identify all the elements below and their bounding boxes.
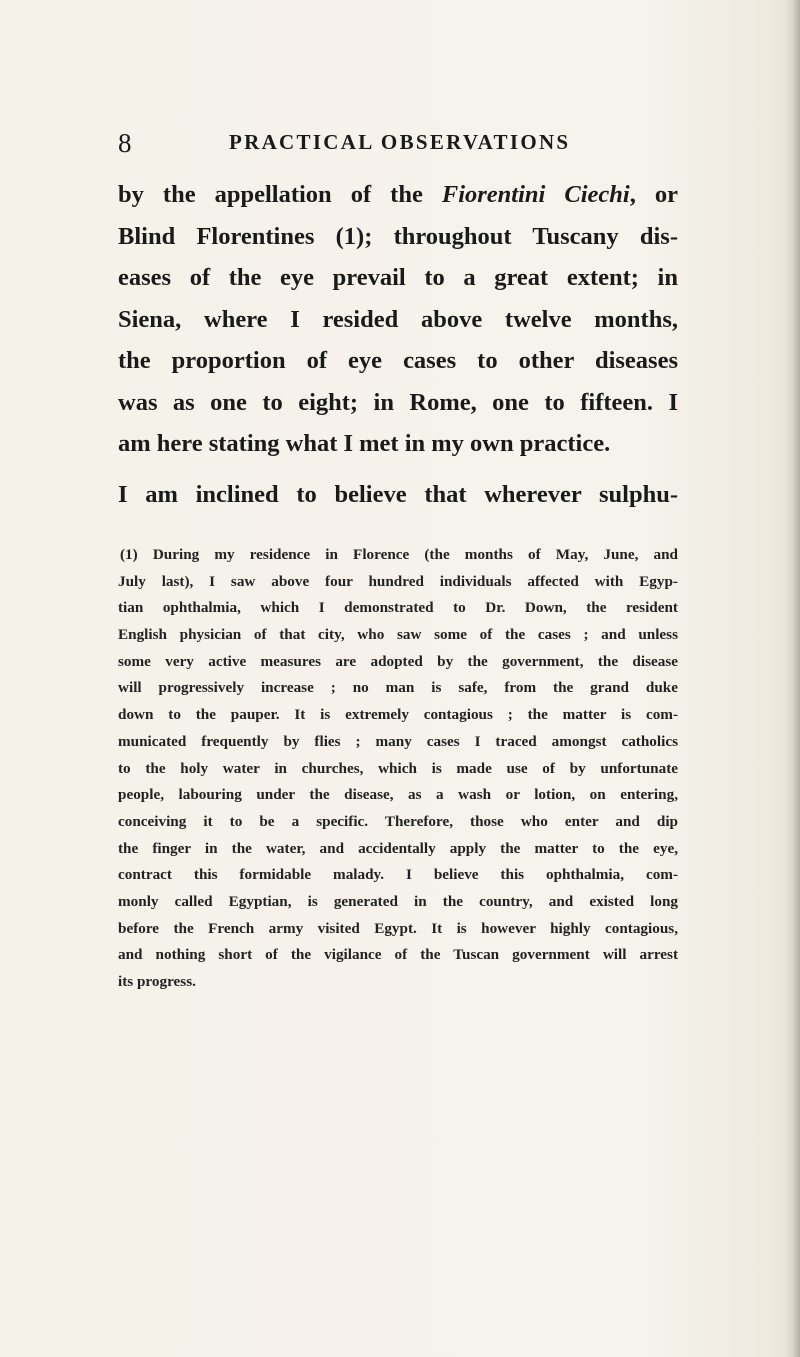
text-line: eases of the eye prevail to a great extent; in [118,264,678,291]
footnote-line: before the French army visited Egypt. It is however highly contagious, [118,919,678,937]
text-fragment: by the appellation of the [118,181,442,208]
footnote [118,542,678,996]
text-line [118,174,678,216]
text-line: was as one to eight; in Rome, one to fifteen. I [118,388,678,416]
footnote-line: the finger in the water, and accidentally apply the matter to the eye, [118,839,678,857]
footnote-line: monly called Egyptian, is generated in the country, and existed long [118,892,678,910]
footnote-line: municated frequently by flies ; many cases I traced amongst catholics [118,732,678,750]
page-edge-shadow [786,0,800,1357]
text-line: the proportion of eye cases to other diseases [118,347,678,374]
text-line: am here stating what I met in my own practice. [118,430,611,457]
footnote-line: people, labouring under the disease, as a wash or lotion, on entering, [118,786,678,804]
main-paragraph [118,174,678,465]
text-line: I am inclined to believe that wherever sulphu- [118,481,678,508]
footnote-line: tian ophthalmia, which I demonstrated to Dr. Down, the resident [118,599,678,617]
text-line: Blind Florentines (1); throughout Tuscany dis- [118,222,678,250]
footnote-line: some very active measures are adopted by the government, the disease [118,652,678,670]
footnote-line: (1) During my residence in Florence (the months of May, June, and [120,546,678,563]
footnote-line: down to the pauper. It is extremely contagious ; the matter is com- [118,706,678,724]
footnote-line: to the holy water in churches, which is made use of by unfortunate [118,759,678,777]
text-fragment: , or [629,181,679,208]
footnote-line: contract this formidable malady. I believe this ophthalmia, com- [118,866,678,884]
text-line: Siena, where I resided above twelve months, [118,305,678,333]
footnote-line: and nothing short of the vigilance of the Tuscan government will arrest [118,946,678,964]
footnote-line: its progress. [118,973,196,990]
footnote-line: will progressively increase ; no man is safe, from the grand duke [118,679,678,697]
italic-term: Fiorentini Ciechi [441,181,630,208]
page-number: 8 [118,128,132,158]
second-paragraph [118,474,678,516]
footnote-line: English physician of that city, who saw some of the cases ; and unless [118,626,678,644]
footnote-line: July last), I saw above four hundred individuals affected with Egyp- [118,572,678,590]
running-title: PRACTICAL OBSERVATIONS [229,130,571,154]
running-head [118,128,718,164]
footnote-line: conceiving it to be a specific. Therefore, those who enter and dip [118,812,678,830]
